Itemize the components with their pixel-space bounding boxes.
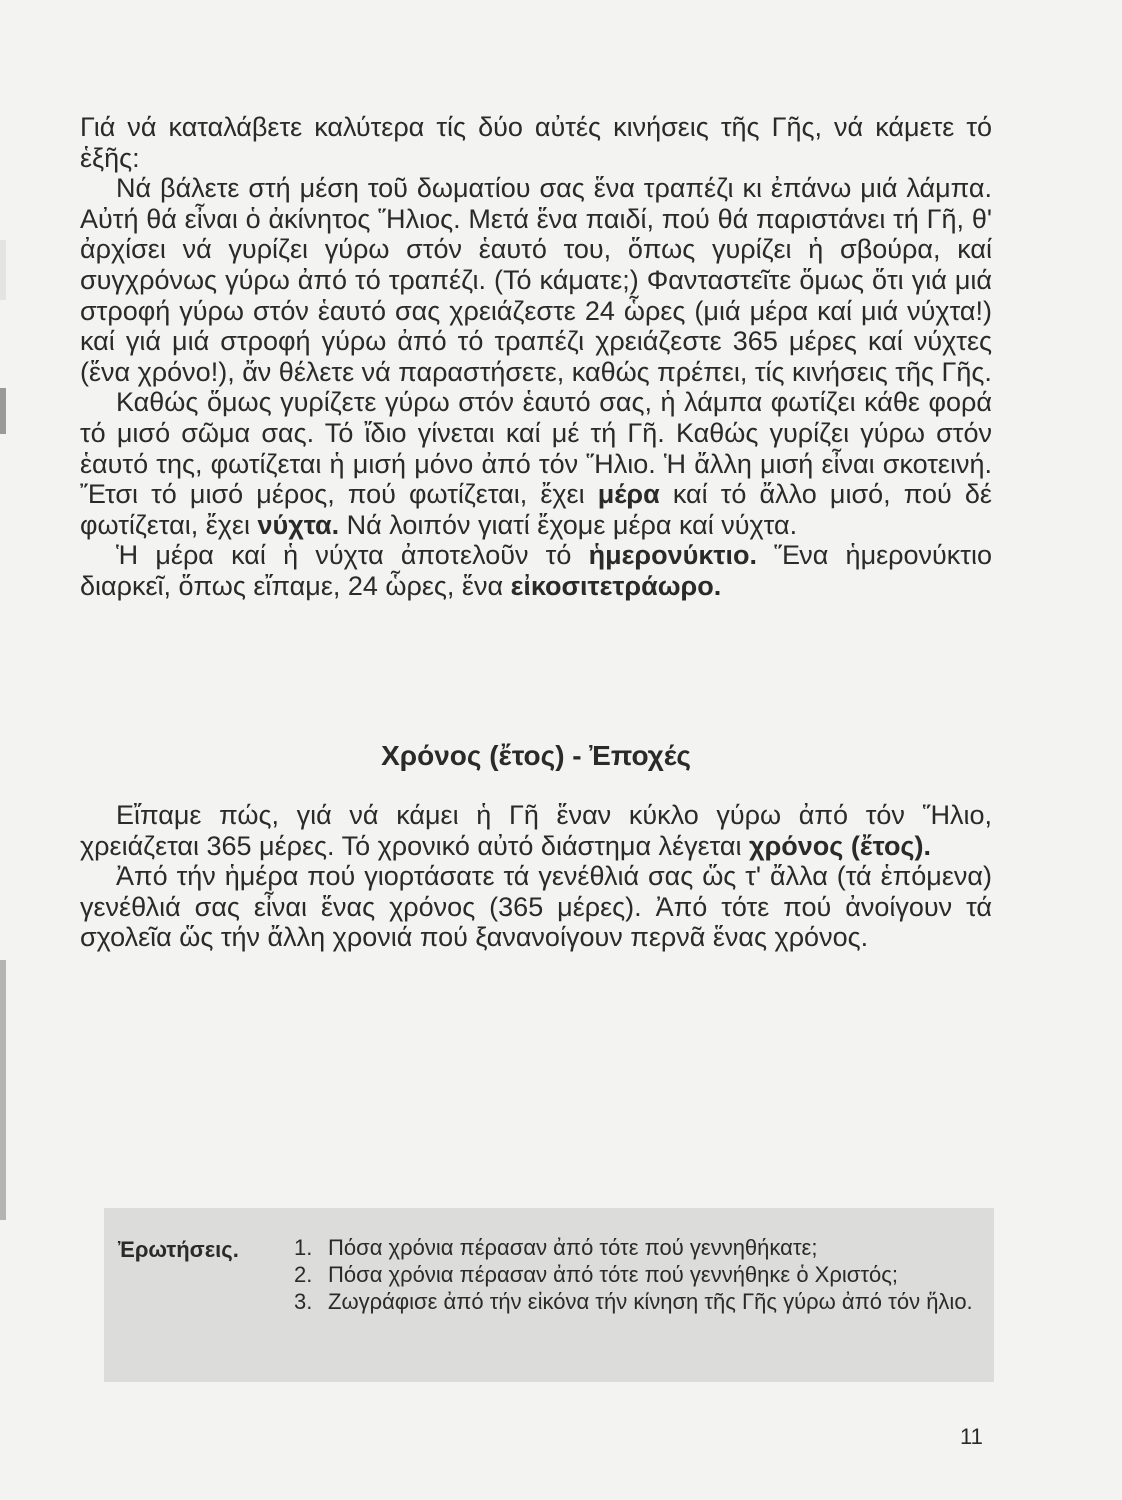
question-number: 1. xyxy=(294,1235,313,1260)
paragraph xyxy=(80,387,992,540)
bold-term: νύχτα. xyxy=(257,509,340,540)
question-number: 2. xyxy=(294,1262,313,1287)
page-number: 11 xyxy=(960,1424,983,1449)
questions-label: Ἐρωτήσεις. xyxy=(118,1237,239,1262)
bold-term: μέρα xyxy=(597,479,660,510)
bold-term: εἰκοσιτετράωρο. xyxy=(510,570,722,601)
paragraph: Γιά νά καταλάβετε καλύτερα τίς δύο αὐτές κινήσεις τῆς Γῆς, νά κάμετε τό ἑξῆς: xyxy=(80,112,992,173)
page-edge-shadow xyxy=(0,388,6,434)
text-run: Ἕνα ἡμερονύκτιο διαρκεῖ, ὅπως εἴπαμε, 24 ὧρες, ἕνα xyxy=(80,540,992,601)
text-run: Καθώς ὅμως γυρίζετε γύρω στόν ἑαυτό σας, ἡ λάμπα φωτίζει κάθε φορά τό μισό σῶμα σας. Τό ἴδιο γίνεται καί μέ τή Γῆ. Καθώς γυρίζει γύρω στόν ἑαυτό της, φωτίζεται ἡ μισή μόνο ἀπό τόν Ἥλιο. Ἡ ἄλλη μισή εἶναι σκοτεινή. Ἔτσι τό μισό μέρος, πού φωτίζεται, ἔχει xyxy=(80,387,992,510)
question-item xyxy=(294,1234,984,1261)
paragraph: Ἀπό τήν ἡμέρα πού γιορτάσατε τά γενέθλιά σας ὥς τ' ἄλλα (τά ἑπόμενα) γενέθλιά σας εἶναι ἕνας χρόνος (365 μέρες). Ἀπό τότε πού ἀνοίγουν τά σχολεῖα ὥς τήν ἄλλη χρονιά πού ξανανοίγουν περνᾶ ἕνας χρόνος. xyxy=(80,861,992,953)
intro-text xyxy=(80,112,992,602)
paragraph xyxy=(80,540,992,601)
question-item xyxy=(294,1261,984,1288)
page-edge-shadow xyxy=(0,240,6,300)
text-run: Εἴπαμε πώς, γιά νά κάμει ἡ Γῆ ἕναν κύκλο γύρω ἀπό τόν Ἥλιο, χρειάζεται 365 μέρες. Τό χρονικό αὐτό διάστημα λέγεται xyxy=(80,800,992,861)
bold-term: ἡμερονύκτιο. xyxy=(588,540,757,571)
paragraph: Νά βάλετε στή μέση τοῦ δωματίου σας ἕνα τραπέζι κι ἐπάνω μιά λάμπα. Αὐτή θά εἶναι ὁ ἀκίνητος Ἥλιος. Μετά ἕνα παιδί, πού θά παριστάνει τή Γῆ, θ' ἀρχίσει νά γυρίζει γύρω στόν ἑαυτό του, ὅπως γυρίζει ἡ σβούρα, καί συγχρόνως γύρω ἀπό τό τραπέζι. (Τό κάματε;) Φανταστεῖτε ὅμως ὅτι γιά μιά στροφή γύρω στόν ἑαυτό σας χρειάζεστε 24 ὧρες (μιά μέρα καί μιά νύχτα!) καί γιά μιά στροφή γύρω ἀπό τό τραπέζι χρειάζεστε 365 μέρες καί νύχτες (ἕνα χρόνο!), ἄν θέλετε νά παραστήσετε, καθώς πρέπει, τίς κινήσεις τῆς Γῆς. xyxy=(80,173,992,387)
question-text: Ζωγράφισε ἀπό τήν εἰκόνα τήν κίνηση τῆς Γῆς γύρω ἀπό τόν ἥλιο. xyxy=(328,1289,973,1314)
question-number: 3. xyxy=(294,1289,313,1314)
section-text xyxy=(80,800,992,953)
questions-list xyxy=(294,1234,984,1315)
page-edge-shadow xyxy=(0,960,6,1220)
text-run: Ἡ μέρα καί ἡ νύχτα ἀποτελοῦν τό xyxy=(116,540,572,571)
text-run: καί τό ἄλλο μισό, πού δέ φωτίζεται, ἔχει xyxy=(80,479,992,540)
question-text: Πόσα χρόνια πέρασαν ἀπό τότε πού γεννήθηκε ὁ Χριστός; xyxy=(328,1262,898,1287)
bold-term: χρόνος (ἔτος). xyxy=(749,830,931,861)
paragraph xyxy=(80,800,992,861)
question-item xyxy=(294,1288,984,1315)
text-run: Νά λοιπόν γιατί ἔχομε μέρα καί νύχτα. xyxy=(346,509,798,540)
section-heading: Χρόνος (ἔτος) - Ἐποχές xyxy=(381,740,691,771)
question-text: Πόσα χρόνια πέρασαν ἀπό τότε πού γεννηθήκατε; xyxy=(328,1235,818,1260)
